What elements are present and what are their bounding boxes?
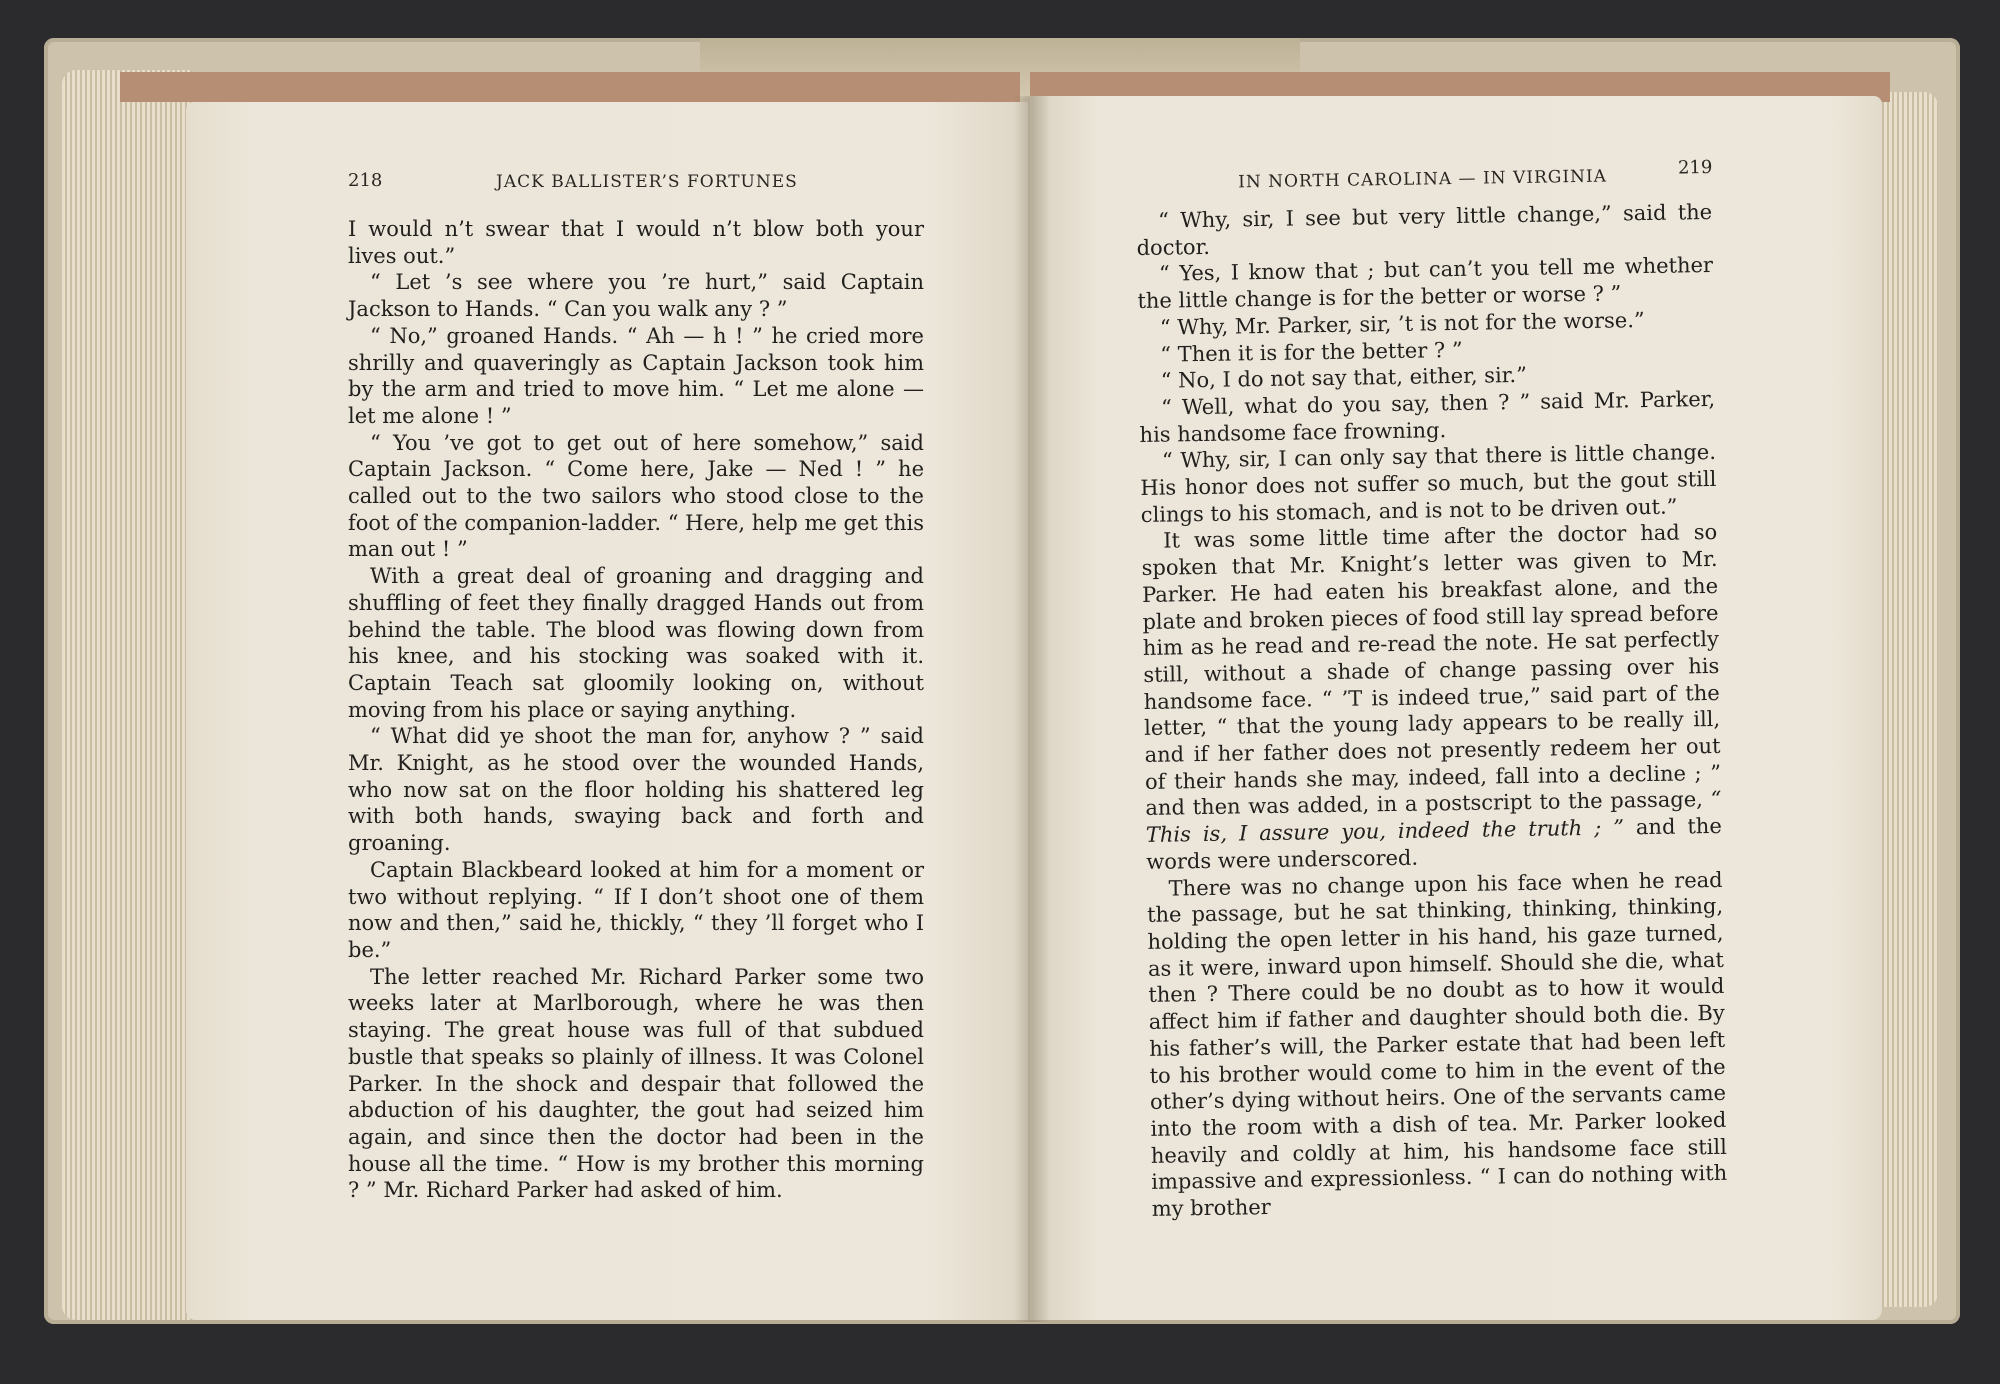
right-page-text [1136,199,1728,1223]
postscript-tail: and the words were underscored. [1146,814,1722,874]
paragraph: “ Why, Mr. Parker, sir, ’t is not for the worse.” [1159,307,1645,340]
right-page-number: 219 [1677,156,1713,179]
paragraph-with-postscript [1141,519,1722,875]
left-page-number: 218 [348,170,383,191]
paragraph: There was no change upon his face when he read the passage, but he sat thinking, thinking, thinking, holding the open letter in his hand, his gaze turned, as it were, inward upon himself. Should she die, what then ? There could be no doubt as to how it would affect him if father and daughter should both die. By his father’s will, the Parker estate that had been left to his brother would come to him in the event of the other’s dying without heirs. One of the servants came into the room with a dish of tea. Mr. Parker looked heavily and coldly at him, his handsome face still impassive and expressionless. “ I can do nothing with my brother [1146,867,1728,1221]
paragraph: “ No,” groaned Hands. “ Ah — h ! ” he cried more shrilly and quaveringly as Captain Jackson took him by the arm and tried to move him. “ Let me alone — let me alone ! ” [348,323,924,428]
paragraph: “ You ’ve got to get out of here somehow,” said Captain Jackson. “ Come here, Jake — Ned ! ” he called out to the two sailors who stood close to the foot of the companion-ladder. “ Here, help me get this man out ! ” [348,430,924,562]
paragraph: Captain Blackbeard looked at him for a moment or two without replying. “ If I don’t shoot one of them now and then,” said he, thickly, “ they ’ll forget who I be.” [348,857,924,962]
paragraph: The letter reached Mr. Richard Parker some two weeks later at Marlborough, where he was then staying. The great house was full of that subdued bustle that speaks so plainly of illness. It was Colonel Parker. In the shock and despair that followed the abduction of his daughter, the gout had seized him again, and since then the doctor had been in the house all the time. “ How is my brother this morning ? ” Mr. Richard Parker had asked of him. [348,964,924,1203]
paragraph: “ Yes, I know that ; but can’t you tell me whether the little change is for the better or worse ? ” [1137,253,1714,314]
left-page-edges [62,70,192,1320]
paragraph: I would n’t swear that I would n’t blow both your lives out.” [348,217,924,268]
book-gutter [1014,96,1050,1322]
paragraph: “ Then it is for the better ? ” [1160,337,1463,367]
paragraph: “ Let ’s see where you ’re hurt,” said Captain Jackson to Hands. “ Can you walk any ? ” [348,270,924,322]
paragraph: “ Well, what do you say, then ? ” said Mr. Parker, his handsome face frowning. [1139,386,1716,447]
left-running-head: JACK BALLISTER’S FORTUNES [496,172,798,192]
paragraph: “ What did ye shoot the man for, anyhow ? ” said Mr. Knight, as he stood over the wounded Hands, who now sat on the floor holding his shattered leg with both hands, swaying back and forth and groaning. [348,724,924,856]
paragraph: “ Why, sir, I can only say that there is little change. His honor does not suffer so much, but the gout still clings to his stomach, and is not to be driven out.” [1140,440,1717,527]
paragraph: “ Why, sir, I see but very little change,” said the doctor. [1136,199,1713,260]
paragraph: With a great deal of groaning and dragging and shuffling of feet they finally dragged Hands out from behind the table. The blood was flowing down from his knee, and his stocking was soaked with it. Captain Teach sat gloomily looking on, without moving from his place or saying anything. [348,564,924,722]
left-page-text [348,216,924,1204]
left-top-edge [120,72,1020,102]
postscript-italic: “ This is, I assure you, indeed the truth ; ” [1145,787,1722,848]
paragraph-body: It was some little time after the doctor had so spoken that Mr. Knight’s letter was given to Mr. Parker. He had eaten his breakfast alone, and the plate and broken pieces of food still lay spread before him as he read and re-read the note. He sat perfectly still, without a shade of change passing over his handsome face. “ ’T is indeed true,” said part of the letter, “ that the young lady appears to be really ill, and if her father does not presently redeem her out of their hands she may, indeed, fall into a decline ; ” and then was added, in a postscript to the passage, [1141,520,1722,821]
right-running-head: IN NORTH CAROLINA — IN VIRGINIA [1238,166,1608,193]
paragraph: “ No, I do not say that, either, sir.” [1160,363,1528,393]
